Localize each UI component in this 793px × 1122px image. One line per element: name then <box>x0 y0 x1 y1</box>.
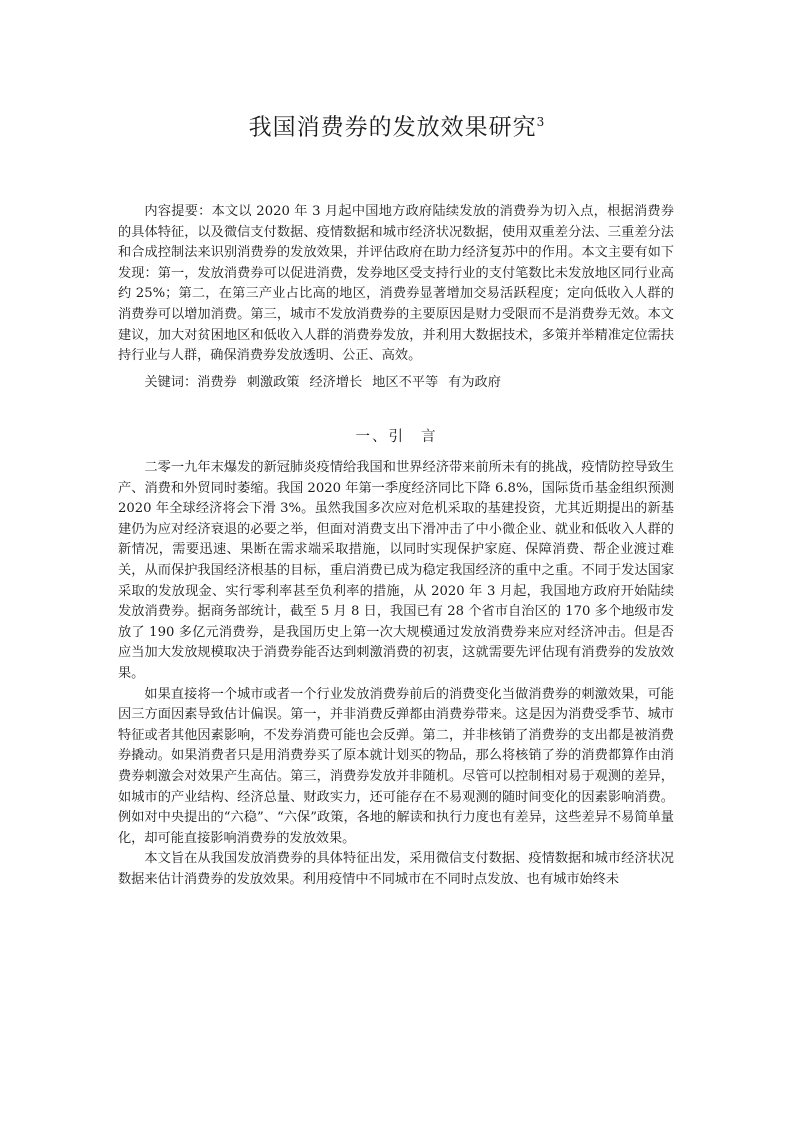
section-title-part2: 言 <box>421 429 438 445</box>
body-paragraph: 二零一九年末爆发的新冠肺炎疫情给我国和世界经济带来前所未有的挑战，疫情防控导致生产、消费和外贸同时萎缩。我国 2020 年第一季度经济同比下降 6.8%，国际货币基金组织预测 2020 年全球经济将会下滑 3%。虽然我国多次应对危机采取的基建投资，尤其近期提出的新基建仍为应对经济衰退的必要之举，但面对消费支出下滑冲击了中小微企业、就业和低收入人群的新情况，需要迅速、果断在需求端采取措施，以同时实现保护家庭、保障消费、帮企业渡过难关，从而保护我国经济根基的目标，重启消费已成为稳定我国经济的重中之重。不同于发达国家采取的发放现金、实行零利率甚至负利率的措施，从 2020 年 3 月起，我国地方政府开始陆续发放消费券。据商务部统计，截至 5 月 8 日，我国已有 28 个省市自治区的 170 多个地级市发放了 190 多亿元消费券，是我国历史上第一次大规模通过发放消费券来应对经济冲击。但是否应当加大发放规模取决于消费券能否达到刺激消费的初衷，这就需要先评估现有消费券的发放效果。 <box>118 460 674 681</box>
title-footnote-mark: 3 <box>536 115 545 129</box>
paper-title-text: 我国消费券的发放效果研究 <box>248 114 537 141</box>
abstract <box>118 202 674 367</box>
body-paragraph: 本文旨在从我国发放消费券的具体特征出发，采用微信支付数据、疫情数据和城市经济状况数据来估计消费券的发放效果。利用疫情中不同城市在不同时点发放、也有城市始终未 <box>118 851 674 887</box>
introduction-body <box>118 458 674 890</box>
keywords-label: 关键词： <box>144 375 198 390</box>
section-heading <box>0 426 793 448</box>
section-number: 一、 <box>355 429 389 445</box>
keyword-item: 刺激政策 <box>246 375 300 390</box>
body-paragraph: 如果直接将一个城市或者一个行业发放消费券前后的消费变化当做消费券的刺激效果，可能因三方面因素导致估计偏误。第一，并非消费反弹都由消费券带来。这是因为消费受季节、城市特征或者其他因素影响，不发券消费可能也会反弹。第二，并非核销了消费券的支出都是被消费券撬动。如果消费者只是用消费券买了原本就计划买的物品，那么将核销了券的消费都算作由消费券刺激会对效果产生高估。第三，消费券发放并非随机。尽管可以控制相对易于观测的差异，如城市的产业结构、经济总量、财政实力，还可能存在不易观测的随时间变化的因素影响消费。例如对中央提出的“六稳”、“六保”政策，各地的解读和执行力度也有差异，这些差异不易简单量化，却可能直接影响消费券的发放效果。 <box>118 686 674 846</box>
keyword-item: 经济增长 <box>309 375 363 390</box>
abstract-paragraph <box>118 202 674 367</box>
abstract-text: 本文以 2020 年 3 月起中国地方政府陆续发放的消费券为切入点，根据消费券的具体特征，以及微信支付数据、疫情数据和城市经济状况数据，使用双重差分法、三重差分法和合成控制法来识别消费券的发放效果，并评估政府在助力经济复苏中的作用。本文主要有如下发现：第一，发放消费券可以促进消费，发券地区受支持行业的支付笔数比未发放地区同行业高约 25%；第二，在第三产业占比高的地区，消费券显著增加交易活跃程度；定向低收入人群的消费券可以增加消费。第三，城市不发放消费券的主要原因是财力受限而不是消费券无效。本文建议，加大对贫困地区和低收入人群的消费券发放，并利用大数据技术，多策并举精准定位需扶持行业与人群，确保消费券发放透明、公正、高效。 <box>118 204 675 364</box>
keyword-item: 地区不平等 <box>372 375 439 390</box>
keyword-item: 消费券 <box>197 375 237 390</box>
paper-title <box>0 105 793 145</box>
keyword-item: 有为政府 <box>448 375 501 390</box>
section-title-part1: 引 <box>388 429 405 445</box>
keywords <box>118 373 674 393</box>
abstract-label: 内容提要： <box>144 204 212 219</box>
